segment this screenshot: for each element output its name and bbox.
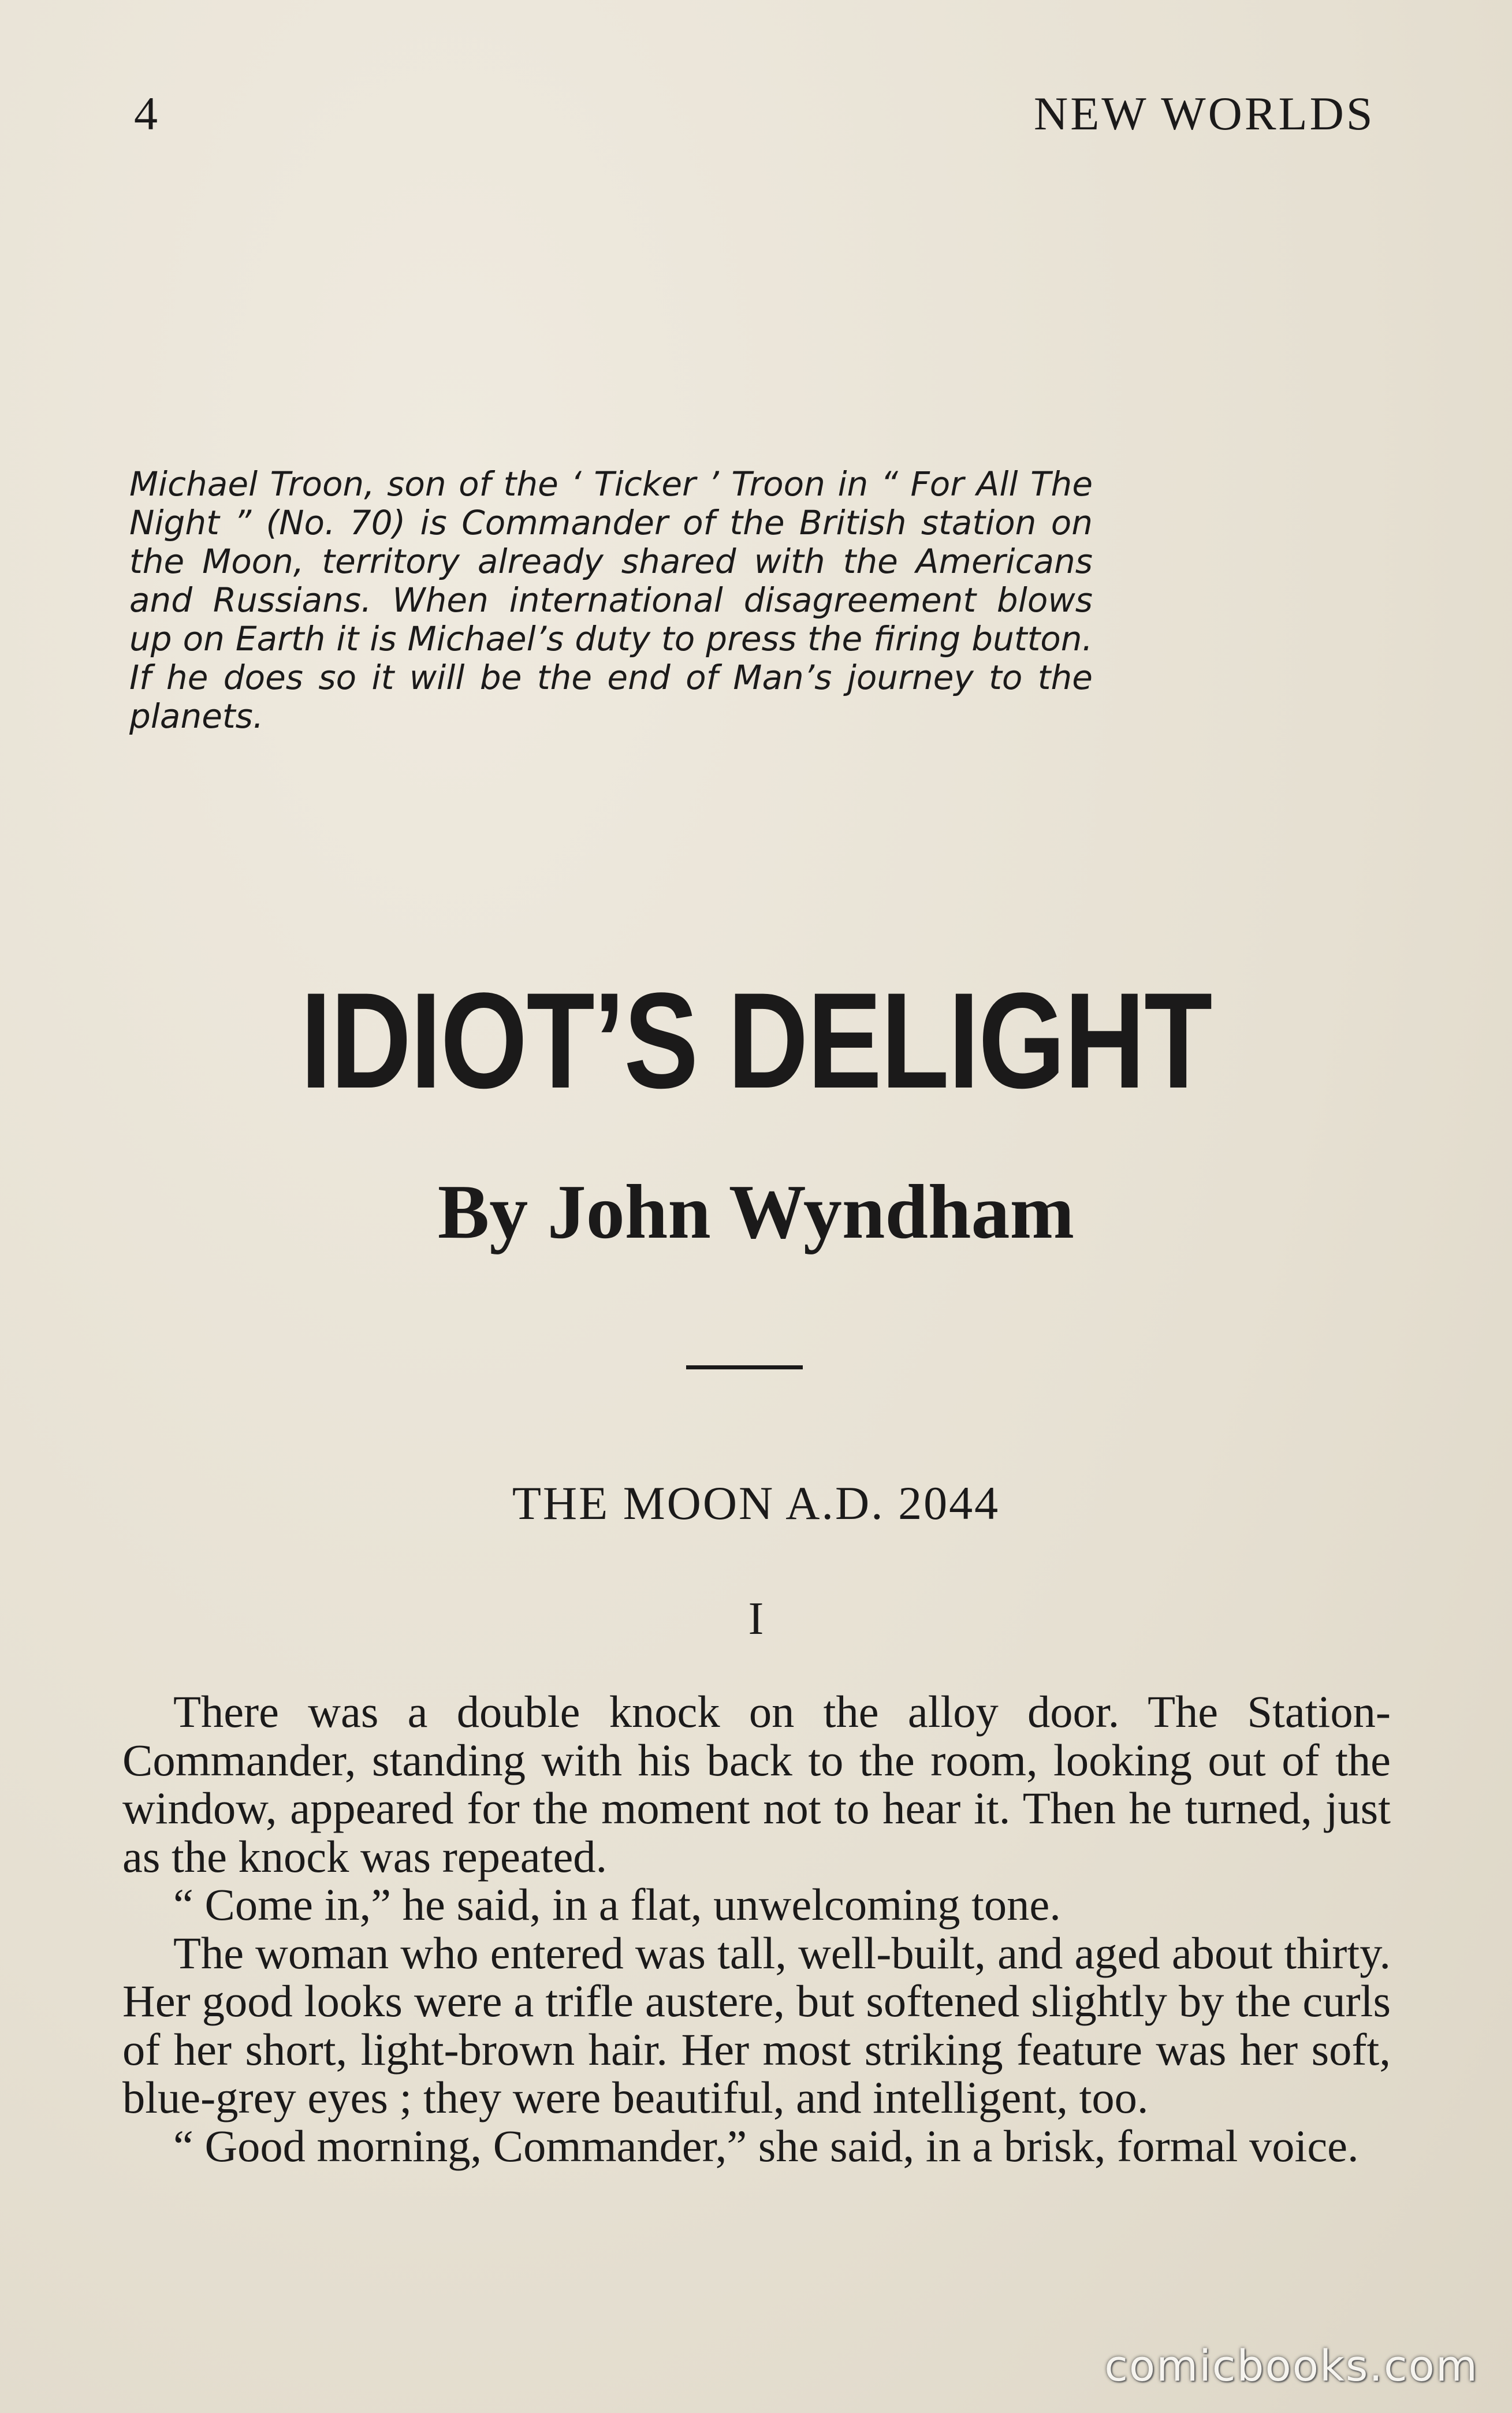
- body-paragraph: There was a double knock on the alloy door. The Station-Commander, standing with his back to the room, looking out of the window, appeared for the moment not to hear it. Then he turned, just as the knock was repeated.: [122, 1686, 1391, 1882]
- section-numeral: I: [748, 1593, 764, 1644]
- story-title: IDIOT’S DELIGHT: [300, 965, 1212, 1117]
- story-body: [122, 1688, 1391, 2170]
- story-synopsis: Michael Troon, son of the ‘ Ticker ’ Troon in “ For All The Night ” (No. 70) is Commander of the British station on the Moon, territory already shared with the Americans and Russians. When international disagreement blows up on Earth it is Michael’s duty to press the firing button. If he does so it will be the end of Man’s journey to the planets.: [129, 464, 1093, 736]
- body-paragraph: “ Good morning, Commander,” she said, in a brisk, formal voice.: [173, 2120, 1359, 2171]
- byline: By John Wyndham: [437, 1169, 1075, 1254]
- title-divider-rule: [686, 1365, 803, 1369]
- running-head: NEW WORLDS: [1034, 87, 1375, 140]
- body-paragraph: “ Come in,” he said, in a flat, unwelcoming tone.: [173, 1879, 1061, 1930]
- body-paragraph: The woman who entered was tall, well-built, and aged about thirty. Her good looks were a trifle austere, but softened slightly by the curls of her short, light-brown hair. Her most striking feature was her soft, blue-grey eyes ; they were beautiful, and intelligent, too.: [122, 1927, 1391, 2122]
- site-watermark: comicbooks.com: [1104, 2341, 1479, 2391]
- page-number: 4: [134, 87, 158, 140]
- setting-line: THE MOON A.D. 2044: [512, 1477, 1000, 1529]
